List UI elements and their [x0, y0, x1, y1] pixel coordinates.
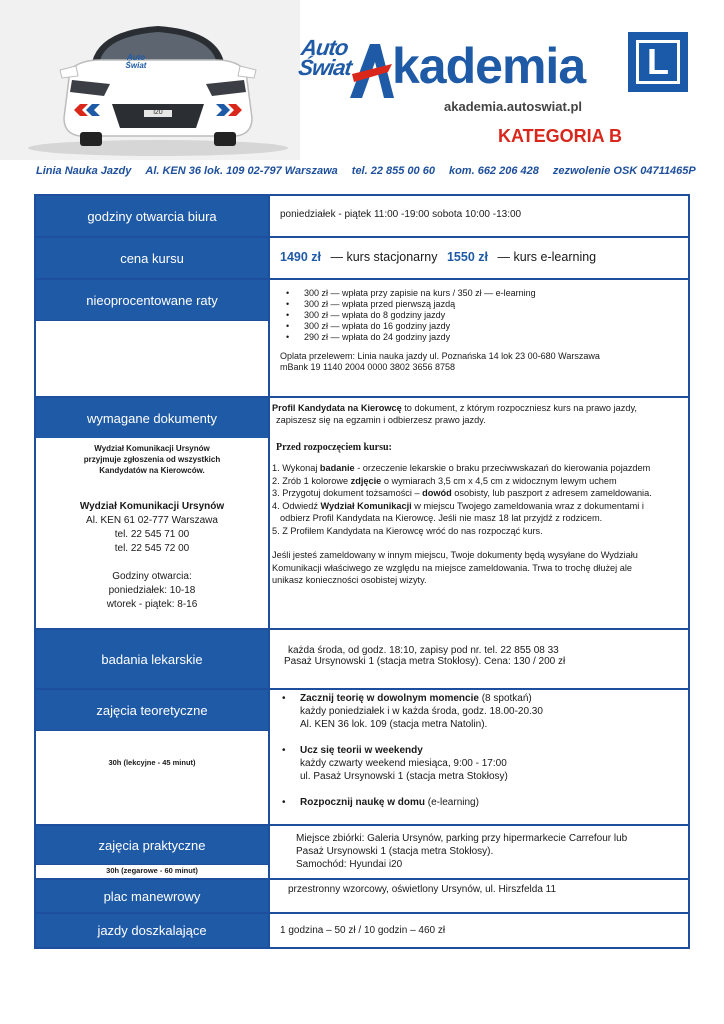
- pkk-intro: [272, 402, 688, 414]
- school-address: Al. KEN 36 lok. 109 02-797 Warszawa: [145, 165, 338, 177]
- label-medical: badania lekarskie: [36, 630, 268, 688]
- medical-line2: Pasaż Ursynowski 1 (stacja metra Stokłosy). Cena: 130 / 200 zł: [284, 656, 566, 667]
- note-line3: unikasz konieczności osobistej wizyty.: [272, 575, 427, 585]
- label-practice: zajęcia praktyczne: [36, 826, 268, 864]
- autoswiat-line1: Auto: [299, 35, 350, 60]
- installments-list: [280, 288, 688, 343]
- category-title: KATEGORIA B: [498, 126, 622, 146]
- step-text: 3. Przygotuj dokument tożsamości –: [272, 488, 423, 498]
- price-content: [270, 238, 688, 278]
- step-text: o wymiarach 3,5 cm x 4,5 cm z widocznym lewym uchem: [381, 475, 617, 486]
- school-name: Linia Nauka Jazdy: [36, 165, 132, 177]
- akademia-a-icon: [348, 40, 396, 100]
- price-stationary-desc: — kurs stacjonarny: [330, 250, 438, 264]
- label-price: cena kursu: [36, 238, 268, 278]
- akademia-url[interactable]: akademia.autoswiat.pl: [444, 99, 582, 114]
- pkk-title: Profil Kandydata na Kierowcę: [272, 403, 402, 413]
- l-plate-icon: [628, 32, 688, 92]
- label-theory: zajęcia teoretyczne: [36, 690, 268, 730]
- step-key: Wydział Komunikacji: [320, 500, 412, 511]
- car-badge-line1: Auto: [126, 53, 146, 62]
- label-installments: nieoprocentowane raty: [36, 280, 268, 320]
- practice-content: [270, 826, 688, 878]
- row-office-hours: [36, 196, 688, 236]
- contact-line: [36, 165, 696, 177]
- theory-content: [270, 690, 688, 824]
- installment-item: • 300 zł — wpłata przy zapisie na kurs / 350 zł — e-learning: [280, 288, 688, 299]
- row-refresher: [36, 914, 688, 947]
- theory-option-anytime: [276, 692, 688, 731]
- option-title: Rozpocznij naukę w domu: [300, 797, 426, 808]
- label-documents: wymagane dokumenty: [36, 398, 268, 438]
- label-maneuver-yard: plac manewrowy: [36, 880, 268, 912]
- step-text: - orzeczenie lekarskie o braku przeciwwskazań do kierowania pojazdem: [354, 463, 651, 473]
- akademia-wordmark: kademia: [392, 38, 586, 94]
- side-intro-line3: Kandydatów na Kierowców.: [99, 466, 205, 475]
- documents-content: [270, 398, 688, 628]
- car-plate: i20: [153, 109, 163, 116]
- row-theory: [36, 690, 688, 824]
- car-badge-text: [118, 54, 154, 70]
- autoswiat-line2: Świat: [296, 55, 353, 80]
- option-title: Ucz się teorii w weekendy: [300, 745, 423, 756]
- row-documents: [36, 398, 688, 628]
- car-photo: [0, 0, 300, 160]
- transfer-info-line1: Oplata przelewem: Linia nauka jazdy ul. Poznańska 14 lok 23 00-680 Warszawa: [280, 351, 600, 361]
- school-mobile[interactable]: kom. 662 206 428: [448, 165, 539, 177]
- step-3: [272, 487, 688, 500]
- school-license: zezwolenie OSK 04711465P: [552, 165, 696, 177]
- transfer-info-line2: mBank 19 1140 2004 0000 3802 3656 8758: [280, 362, 455, 372]
- theory-option-elearning: [276, 796, 688, 809]
- row-medical: [36, 630, 688, 688]
- installment-item: • 300 zł — wpłata do 16 godziny jazdy: [280, 321, 688, 332]
- side-separator: [36, 864, 268, 865]
- step-4: [272, 500, 688, 513]
- row-installments: [36, 280, 688, 396]
- step-text: 1. Wykonaj: [272, 463, 320, 473]
- step-key: badanie: [319, 463, 355, 473]
- installments-content: [270, 280, 688, 396]
- side-office-name: Wydział Komunikacji Ursynów: [79, 501, 225, 512]
- steps-list: [272, 462, 688, 537]
- info-table: [34, 194, 690, 949]
- car-illustration: [0, 0, 300, 160]
- practice-line3: Samochód: Hyundai i20: [296, 859, 403, 870]
- autoswiat-wordmark: [296, 35, 353, 80]
- note-line1: Jeśli jesteś zameldowany w innym miejscu, Twoje dokumenty będą wysyłane do Wydziału: [272, 550, 638, 560]
- practice-hours-note: 30h (zegarowe - 60 minut): [36, 866, 268, 878]
- side-hours-mon: poniedziałek: 10-18: [108, 585, 196, 596]
- option-detail: każdy poniedziałek i w każda środa, godz. 18.00-20.30: [300, 706, 543, 717]
- row-maneuver-yard: [36, 880, 688, 912]
- refresher-text: 1 godzina – 50 zł / 10 godzin – 460 zł: [270, 914, 688, 947]
- option-detail: każdy czwarty weekend miesiąca, 9:00 - 17:00: [300, 758, 507, 769]
- installment-item: • 290 zł — wpłata do 24 godziny jazdy: [280, 332, 688, 343]
- step-text: w miejscu Twojego zameldowania wraz z dokumentami i: [411, 500, 644, 511]
- side-intro-line2: przyjmuje zgłoszenia od wszystkich: [83, 455, 221, 464]
- price-elearning-desc: — kurs e-learning: [497, 250, 597, 264]
- practice-line1: Miejsce zbiórki: Galeria Ursynów, parking przy hipermarkecie Carrefour lub: [296, 833, 628, 844]
- step-text: 4. Odwiedź: [272, 500, 321, 511]
- row-price: [36, 238, 688, 278]
- theory-hours-note: 30h (lekcyjne - 45 minut): [36, 758, 268, 774]
- step-text: 2. Zrób 1 kolorowe: [272, 475, 351, 486]
- option-extra: (8 spotkań): [478, 693, 532, 704]
- side-office-tel2: tel. 22 545 72 00: [114, 543, 190, 554]
- school-phone[interactable]: tel. 22 855 00 60: [351, 165, 435, 177]
- registration-note: [272, 549, 688, 587]
- step-5: 5. Z Profilem Kandydata na Kierowcę wróć do nas rozpocząć kurs.: [272, 525, 543, 536]
- before-course-title: Przed rozpoczęciem kursu:: [276, 442, 392, 453]
- l-plate-letter: L: [636, 40, 680, 84]
- step-text: osobisty, lub paszport z adresem zameldowania.: [451, 488, 652, 498]
- side-separator: [36, 730, 268, 731]
- side-office-address: Al. KEN 61 02-777 Warszawa: [86, 515, 218, 526]
- step-1: [272, 462, 688, 475]
- medical-line1: każda środa, od godz. 18:10, zapisy pod nr. tel. 22 855 08 33: [288, 645, 559, 656]
- documents-side-info: [36, 438, 268, 628]
- step-2: [272, 475, 688, 488]
- maneuver-yard-text: przestronny wzorcowy, oświetlony Ursynów, ul. Hirszfelda 11: [270, 880, 688, 912]
- installment-item: • 300 zł — wpłata do 8 godziny jazdy: [280, 310, 688, 321]
- side-intro-line1: Wydział Komunikacji Ursynów: [94, 444, 210, 453]
- theory-options: [276, 692, 688, 809]
- option-detail: ul. Pasaż Ursynowski 1 (stacja metra Stokłosy): [300, 771, 508, 782]
- label-office-hours: godziny otwarcia biura: [36, 196, 268, 236]
- label-refresher: jazdy doszkalające: [36, 914, 268, 947]
- pkk-rest: to dokument, z którym rozpoczniesz kurs na prawo jazdy,: [401, 403, 637, 413]
- side-office-tel1: tel. 22 545 71 00: [114, 529, 190, 540]
- step-key: dowód: [422, 488, 452, 498]
- theory-option-weekend: [276, 744, 688, 783]
- installment-item: • 300 zł — wpłata przed pierwszą jazdą: [280, 299, 688, 310]
- car-badge-line2: Świat: [125, 61, 147, 70]
- medical-content: [270, 630, 688, 688]
- option-title: Zacznij teorię w dowolnym momencie: [300, 693, 479, 704]
- side-hours-tue-fri: wtorek - piątek: 8-16: [106, 599, 198, 610]
- pkk-line2: zapiszesz się na egzamin i odbierzesz prawo jazdy.: [276, 415, 486, 425]
- step-4-cont: odbierz Profil Kandydata na Kierowcę. Jeśli nie masz 18 lat przyjdź z rodzicem.: [280, 513, 603, 523]
- option-detail: Al. KEN 36 lok. 109 (stacja metra Natolin).: [300, 719, 488, 730]
- page-header: [0, 0, 724, 160]
- practice-line2: Pasaż Ursynowski 1 (stacja metra Stokłosy).: [296, 846, 494, 857]
- price-elearning: 1550 zł: [446, 250, 488, 264]
- side-separator: [36, 320, 268, 321]
- column-divider: [268, 196, 270, 947]
- option-extra: (e-learning): [425, 797, 479, 808]
- price-stationary: 1490 zł: [280, 250, 322, 264]
- step-key: zdjęcie: [350, 475, 382, 486]
- note-line2: Komunikacji właściwego ze względu na miejsce zameldowania. Trwa to trochę dłużej ale: [272, 562, 633, 573]
- office-hours-text: poniedziałek - piątek 11:00 -19:00 sobota 10:00 -13:00: [270, 196, 688, 236]
- row-practice: [36, 826, 688, 878]
- side-hours-title: Godziny otwarcia:: [112, 571, 192, 582]
